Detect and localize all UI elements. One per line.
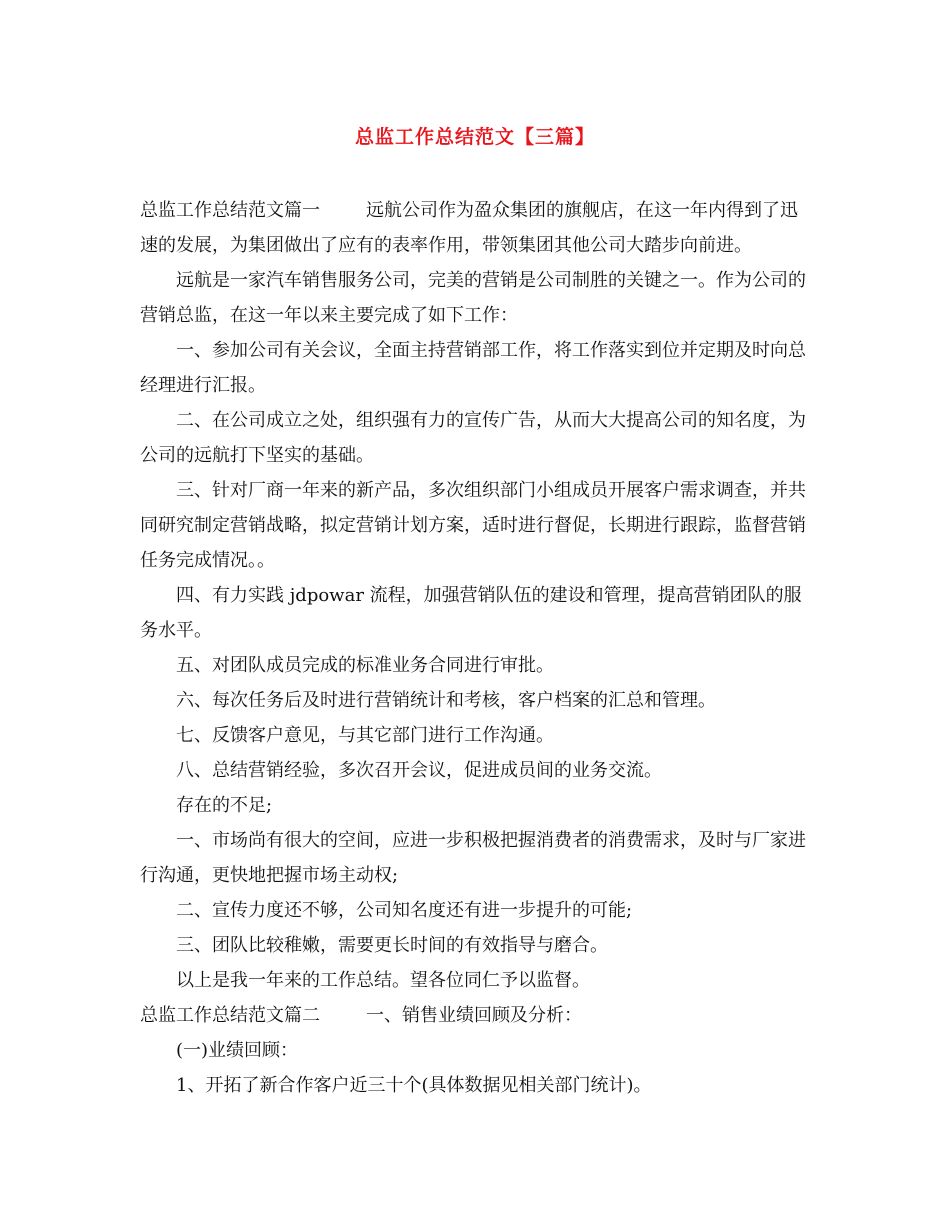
paragraph: 二、在公司成立之处，组织强有力的宣传广告，从而大大提高公司的知名度，为公司的远航打下坚实的基础。 (140, 410, 806, 466)
document-title: 总监工作总结范文【三篇】 (354, 126, 595, 148)
paragraph: 一、市场尚有很大的空间，应进一步积极把握消费者的消费需求，及时与厂家进行沟通，更快地把握市场主动权; (140, 830, 806, 886)
paragraph (140, 193, 812, 263)
paragraph: 以上是我一年来的工作总结。望各位同仁予以监督。 (176, 970, 590, 991)
paragraph: 三、团队比较稚嫩，需要更长时间的有效指导与磨合。 (176, 935, 608, 956)
paragraph: (一)业绩回顾： (176, 1040, 299, 1061)
paragraph: 三、针对厂商一年来的新产品，多次组织部门小组成员开展客户需求调查，并共同研究制定营销战略，拟定营销计划方案，适时进行督促，长期进行跟踪，监督营销任务完成情况。。 (140, 480, 806, 571)
paragraph: 四、有力实践 jdpowar 流程，加强营销队伍的建设和管理，提高营销团队的服务水平。 (140, 585, 802, 641)
document-body (140, 193, 812, 1103)
paragraph: 六、每次任务后及时进行营销统计和考核，客户档案的汇总和管理。 (176, 690, 716, 711)
paragraph: 八、总结营销经验，多次召开会议，促进成员间的业务交流。 (176, 760, 662, 781)
paragraph: 一、参加公司有关会议，全面主持营销部工作，将工作落实到位并定期及时向总经理进行汇报。 (140, 340, 806, 396)
paragraph: 远航是一家汽车销售服务公司，完美的营销是公司制胜的关键之一。作为公司的营销总监，在这一年以来主要完成了如下工作： (140, 270, 806, 326)
paragraph: 1、开拓了新合作客户近三十个(具体数据见相关部门统计)。 (176, 1075, 652, 1096)
paragraph (140, 998, 812, 1033)
paragraph-text: 远航公司作为盈众集团的旗舰店，在这一年内得到了迅速的发展，为集团做出了应有的表率作用，带领集团其他公司大踏步向前进。 (140, 200, 798, 256)
paragraph: 存在的不足; (176, 795, 273, 816)
paragraph-text: 一、销售业绩回顾及分析： (366, 1005, 582, 1026)
paragraph: 五、对团队成员完成的标准业务合同进行审批。 (176, 655, 554, 676)
section-heading: 总监工作总结范文篇二 (140, 1005, 320, 1026)
paragraph: 七、反馈客户意见，与其它部门进行工作沟通。 (176, 725, 554, 746)
section-heading: 总监工作总结范文篇一 (140, 200, 320, 221)
paragraph: 二、宣传力度还不够，公司知名度还有进一步提升的可能; (176, 900, 633, 921)
